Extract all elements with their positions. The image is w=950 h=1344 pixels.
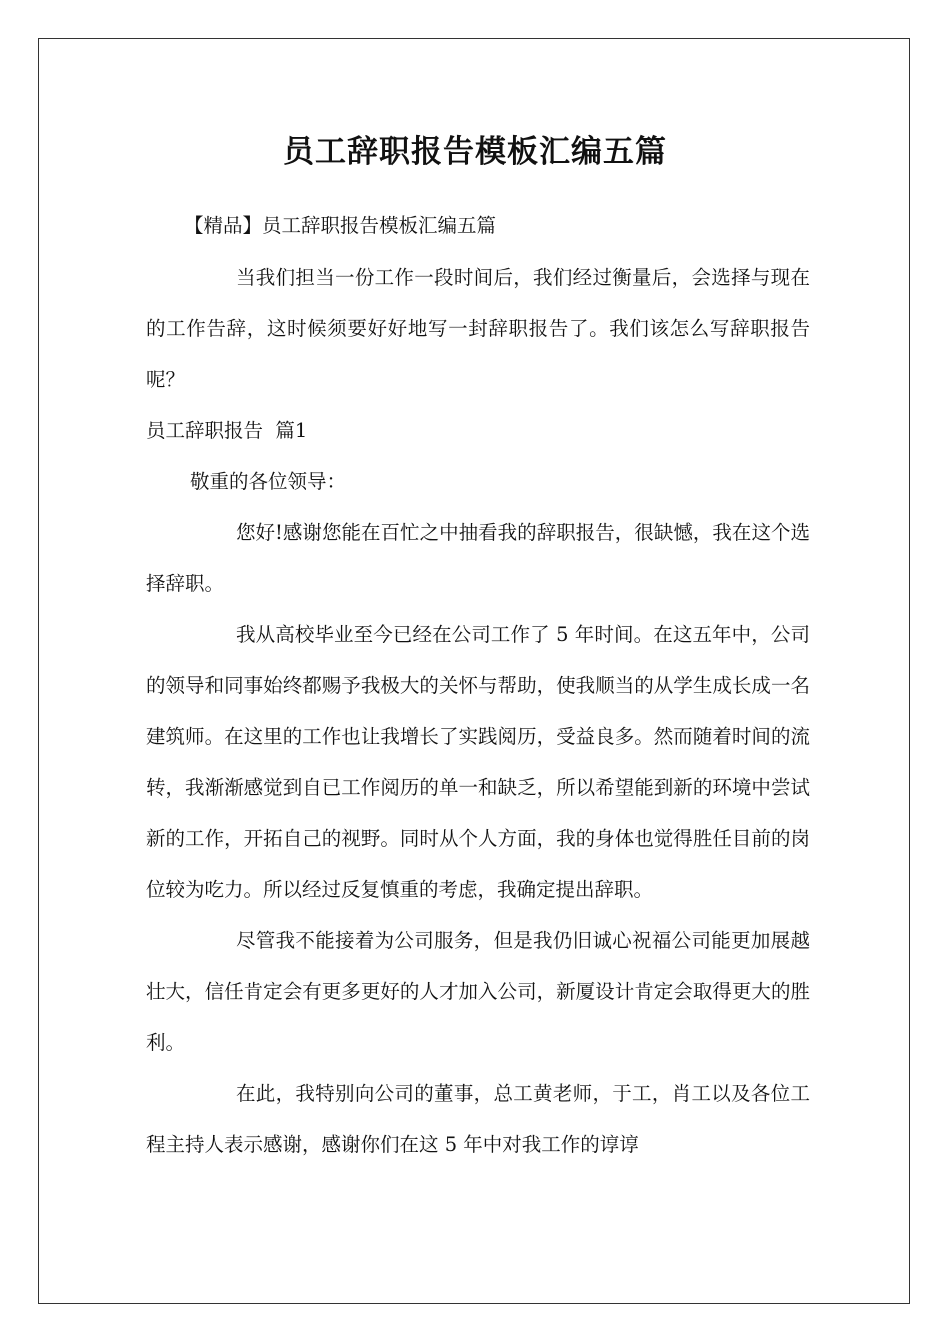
document-title: 员工辞职报告模板汇编五篇 [283,134,667,170]
document-body [146,200,810,1170]
intro-paragraph: 当我们担当一份工作一段时间后，我们经过衡量后，会选择与现在的工作告辞，这时候须要好好地写一封辞职报告了。我们该怎么写辞职报告呢？ [146,266,810,391]
body-paragraph: 在此，我特别向公司的董事，总工黄老师，于工，肖工以及各位工程主持人表示感谢，感谢你们在这 5 年中对我工作的谆谆 [146,1082,810,1156]
salutation: 敬重的各位领导： [190,470,347,493]
body-paragraph: 您好!感谢您能在百忙之中抽看我的辞职报告，很缺憾，我在这个选择辞职。 [146,521,810,595]
section-heading: 员工辞职报告 篇1 [146,419,308,442]
body-paragraph: 尽管我不能接着为公司服务，但是我仍旧诚心祝福公司能更加展越壮大，信任肯定会有更多更好的人才加入公司，新厦设计肯定会取得更大的胜利。 [146,929,810,1054]
body-paragraph: 我从高校毕业至今已经在公司工作了 5 年时间。在这五年中，公司的领导和同事始终都赐予我极大的关怀与帮助，使我顺当的从学生成长成一名建筑师。在这里的工作也让我增长了实践阅历，受益良多。然而随着时间的流转，我渐渐感觉到自已工作阅历的单一和缺乏，所以希望能到新的环境中尝试新的工作，开拓自己的视野。同时从个人方面，我的身体也觉得胜任目前的岗位较为吃力。所以经过反复慎重的考虑，我确定提出辞职。 [146,623,810,901]
document-subtitle: 【精品】员工辞职报告模板汇编五篇 [184,214,497,237]
